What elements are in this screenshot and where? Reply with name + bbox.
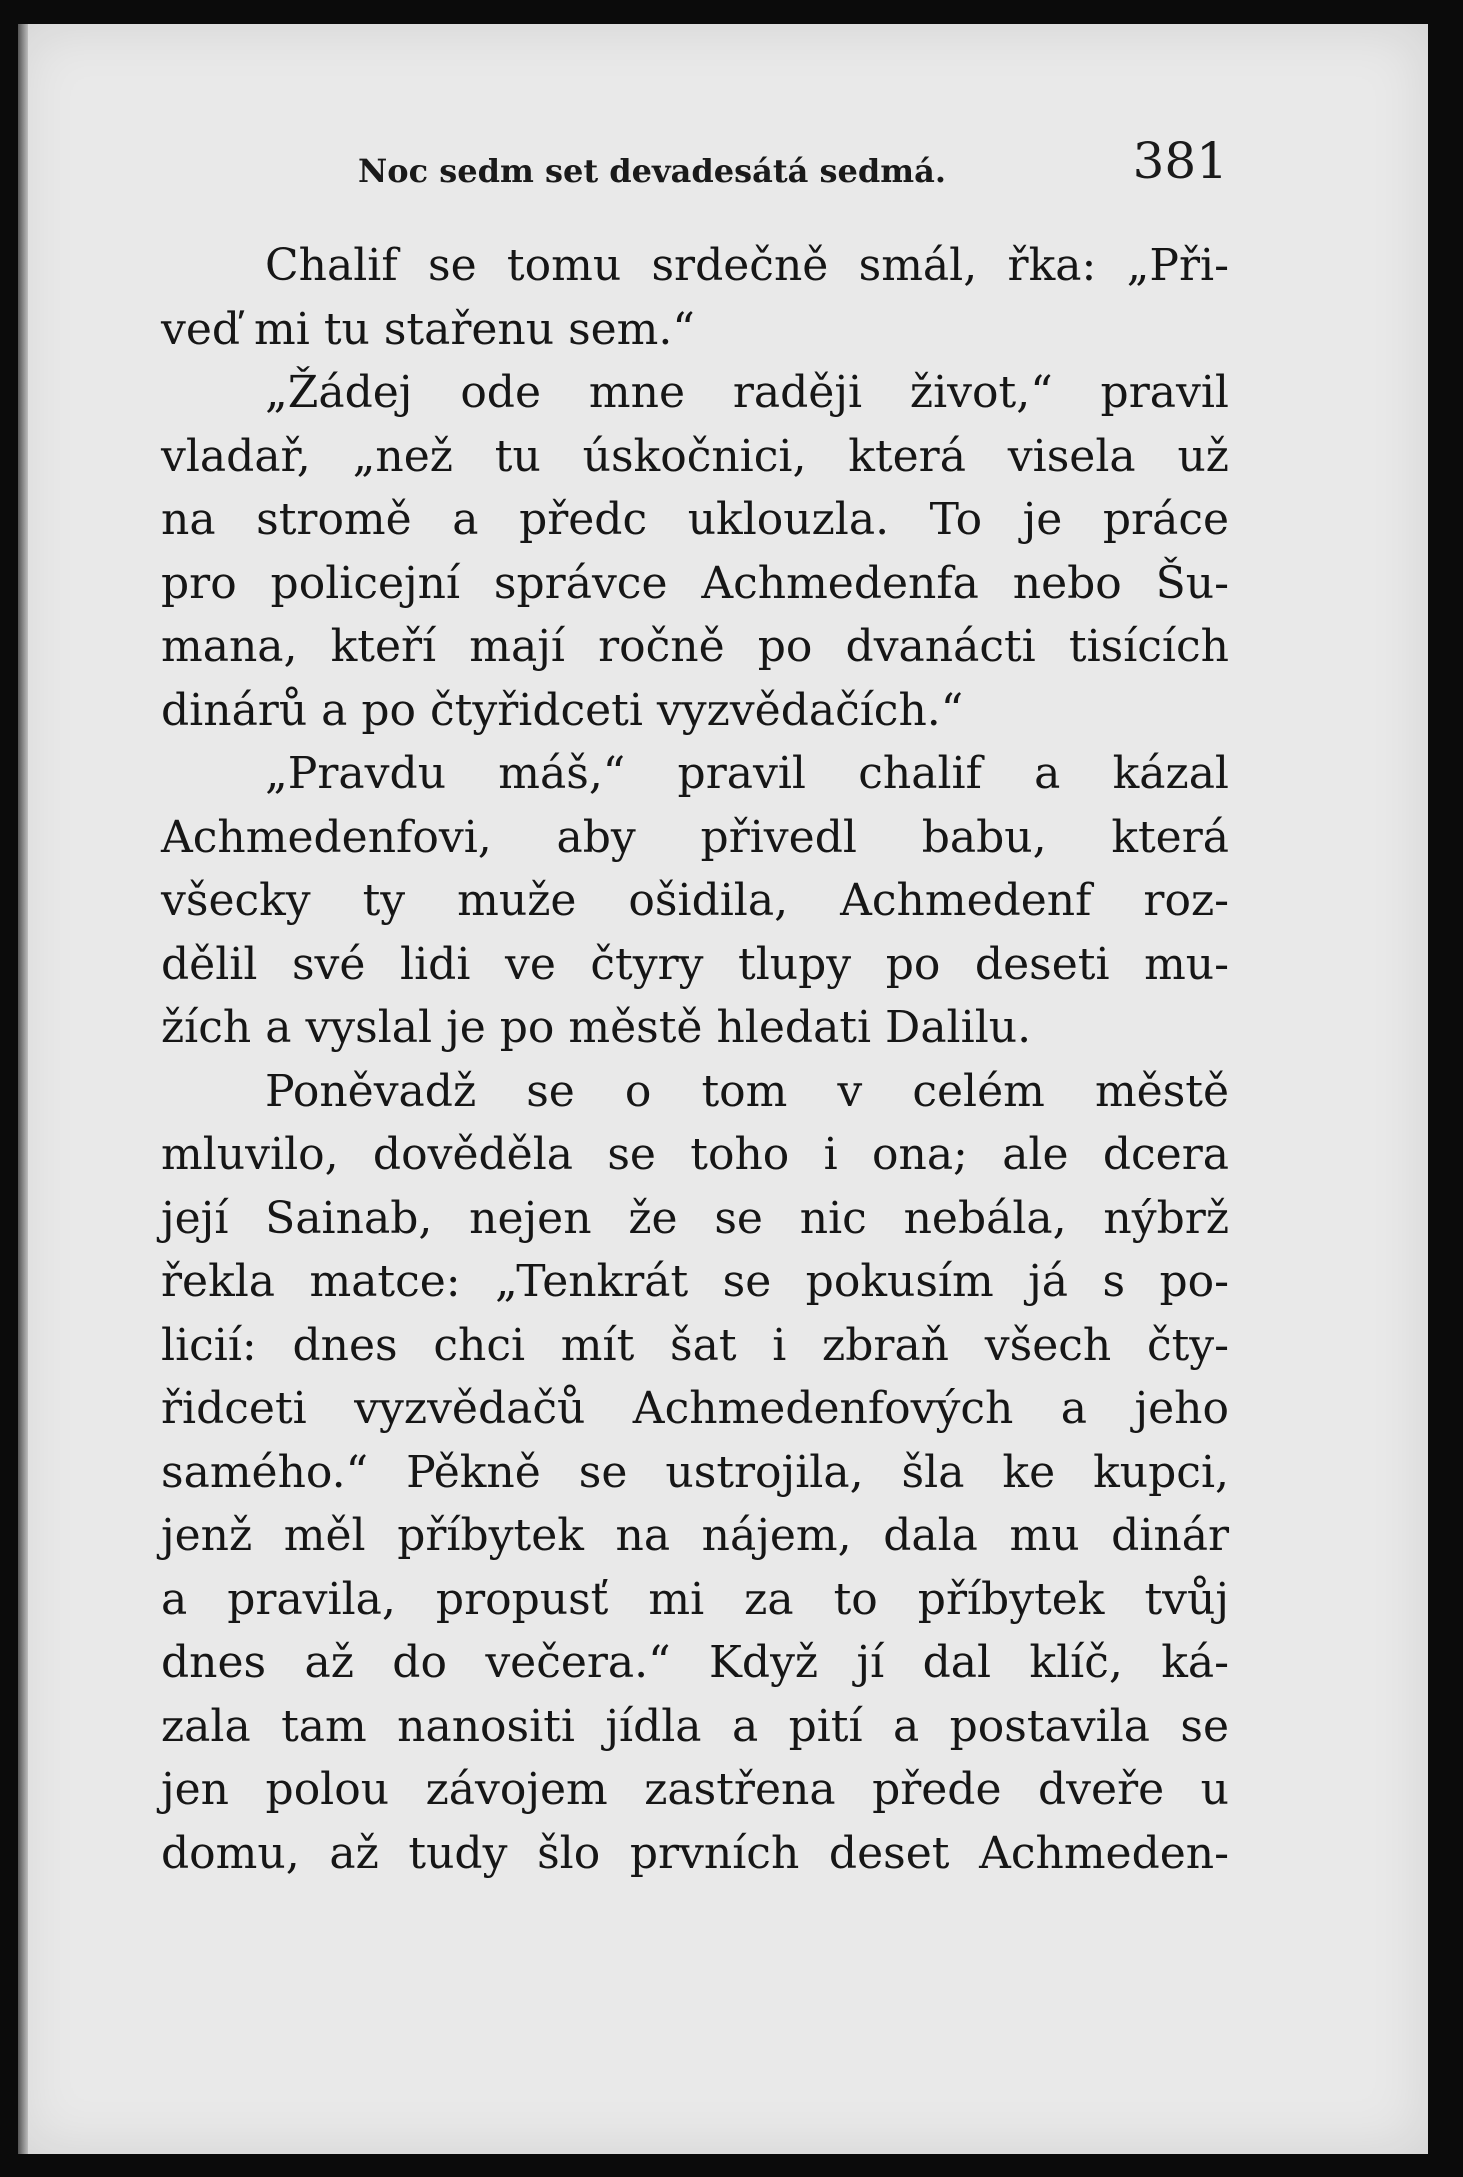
page-spine-edge — [18, 24, 28, 2154]
text-line: všecky ty muže ošidila, Achmedenf roz- — [161, 875, 1229, 926]
text-line: žích a vyslal je po městě hledati Dalilu. — [161, 1002, 1032, 1053]
text-line: vladař, „než tu úskočnici, která visela už — [161, 430, 1229, 482]
text-line: a pravila, propusť mi za to příbytek tvůj — [161, 1573, 1229, 1625]
text-line: dinárů a po čtyřidceti vyzvědačích.“ — [161, 684, 964, 736]
text-line: Chalif se tomu srdečně smál, řka: „Při- — [265, 240, 1229, 291]
text-line: pro policejní správce Achmedenfa nebo Šu- — [161, 557, 1229, 609]
text-line: jen polou závojem zastřena přede dveře u — [161, 1764, 1229, 1815]
text-line: řekla matce: „Tenkrát se pokusím já s po- — [161, 1256, 1229, 1307]
running-head: Noc sedm set devadesátá sedmá. — [358, 152, 946, 190]
text-line: „Pravdu máš,“ pravil chalif a kázal — [265, 748, 1229, 799]
text-line: dělil své lidi ve čtyry tlupy po deseti mu- — [161, 938, 1229, 990]
text-line: domu, až tudy šlo prvních deset Achmeden- — [161, 1827, 1229, 1879]
text-line: jenž měl příbytek na nájem, dala mu dinár — [161, 1510, 1229, 1561]
text-line: její Sainab, nejen že se nic nebála, nýbrž — [161, 1192, 1229, 1244]
text-line: řidceti vyzvědačů Achmedenfových a jeho — [161, 1383, 1229, 1434]
text-line: mana, kteří mají ročně po dvanácti tisících — [161, 621, 1229, 672]
text-line: dnes až do večera.“ Když jí dal klíč, ká- — [161, 1637, 1229, 1688]
page-header — [358, 124, 1228, 204]
body-text — [161, 234, 1229, 1885]
text-line: veď mi tu stařenu sem.“ — [161, 303, 695, 355]
text-line: „Žádej ode mne raději život,“ pravil — [265, 367, 1229, 418]
page-number: 381 — [1132, 132, 1228, 190]
text-line: Achmedenfovi, aby přivedl babu, která — [161, 811, 1229, 863]
text-line: na stromě a předc uklouzla. To je práce — [161, 494, 1229, 545]
text-line: mluvilo, dověděla se toho i ona; ale dcera — [161, 1129, 1229, 1180]
text-line: licií: dnes chci mít šat i zbraň všech čty- — [161, 1319, 1229, 1371]
book-page — [18, 24, 1428, 2154]
text-line: zala tam nanositi jídla a pití a postavila se — [161, 1700, 1229, 1752]
text-line: samého.“ Pěkně se ustrojila, šla ke kupci, — [161, 1446, 1229, 1498]
text-line: Poněvadž se o tom v celém městě — [265, 1065, 1229, 1117]
